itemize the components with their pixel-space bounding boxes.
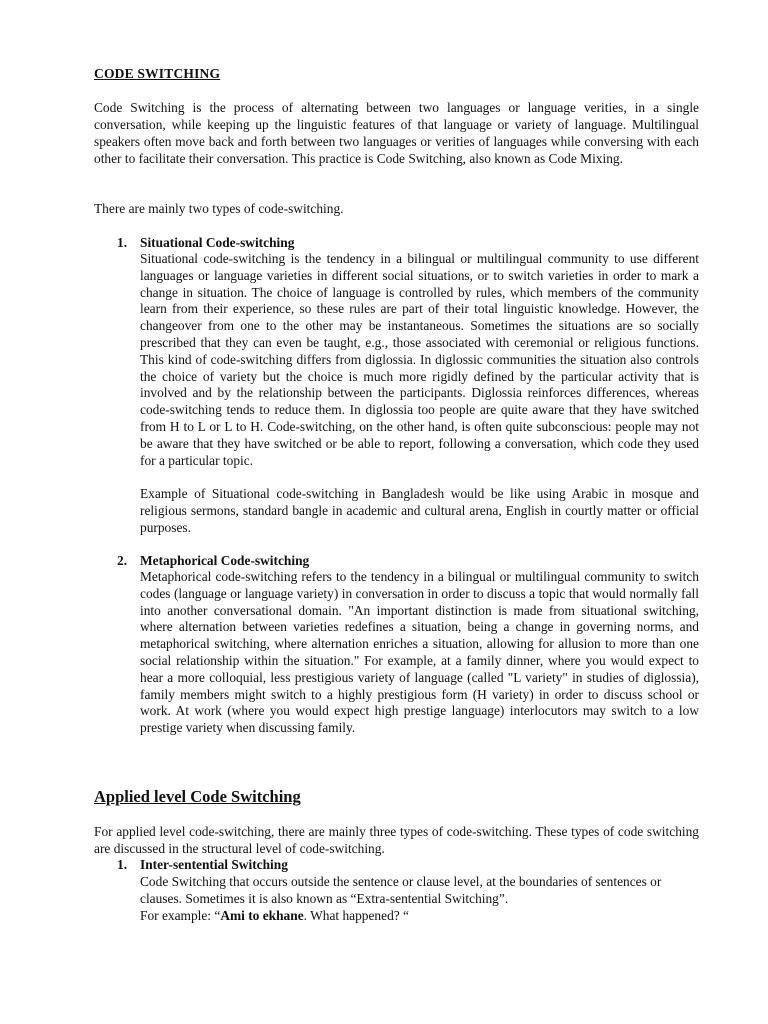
example-line xyxy=(140,908,699,925)
section-heading-applied: Applied level Code Switching xyxy=(94,787,301,806)
example-suffix: . What happened? “ xyxy=(303,908,409,923)
item-body-situational: Situational code-switching is the tendency in a bilingual or multilingual community to use different languages or language varieties in different social situations, or to switch varieties in order to mark a change in situation. The choice of language is controlled by rules, which members of the community learn from their experience, so these rules are part of their total linguistic knowledge. However, the changeover from one to the other may be instantaneous. Sometimes the situations are so socially prescribed that they can even be taught, e.g., those associated with ceremonial or religious functions. This kind of code-switching differs from diglossia. In diglossic communities the situation also controls the choice of variety but the choice is much more rigidly defined by the particular activity that is involved and by the relationship between the participants. Diglossia reinforces differences, whereas code-switching tends to reduce them. In diglossia too people are quite aware that they have switched from H to L or L to H. Code-switching, on the other hand, is often quite subconscious: people may not be aware that they have switched or be able to report, following a conversation, which code they used for a particular topic. xyxy=(140,251,699,468)
item-example-situational: Example of Situational code-switching in Bangladesh would be like using Arabic in mosque and religious sermons, standard bangle in academic and cultural arena, English in courtly matter or official purposes. xyxy=(140,486,699,535)
intro-paragraph: Code Switching is the process of alternating between two languages or language verities, in a single conversation, while keeping up the linguistic features of that language or variety of language. Multilingual speakers often move back and forth between two languages or verities of languages while conversing with each other to facilitate their conversation. This practice is Code Switching, also known as Code Mixing. xyxy=(94,100,699,166)
item-body-metaphorical: Metaphorical code-switching refers to the tendency in a bilingual or multilingual community to switch codes (language or language variety) in conversation in order to discuss a topic that would normally fall into another conversational domain. "An important distinction is made from situational switching, where alternation between varieties redefines a situation, being a change in governing norms, and metaphorical switching, where alternation enriches a situation, allowing for allusion to more than one social relationship within the situation." For example, at a family dinner, where you would expect to hear a more colloquial, less prestigious variety of language (called "L variety" in studies of diglossia), family members might switch to a highly prestigious form (H variety) in order to discuss school or work. At work (where you would expect high prestige language) interlocutors may switch to a low prestige variety when discussing family. xyxy=(140,569,699,736)
example-prefix: For example: “ xyxy=(140,908,221,923)
item-number: 1. xyxy=(117,857,128,872)
item-body-inter-sentential: Code Switching that occurs outside the sentence or clause level, at the boundaries of sentences or clauses. Sometimes it is also known as “Extra-sentential Switching”. xyxy=(140,874,662,906)
item-number: 1. xyxy=(117,235,128,250)
types-intro: There are mainly two types of code-switching. xyxy=(94,201,344,216)
page-title: CODE SWITCHING xyxy=(94,66,221,81)
item-title-inter-sentential: Inter-sentential Switching xyxy=(140,857,288,872)
example-bold-phrase: Ami to ekhane xyxy=(220,908,304,923)
item-title-metaphorical: Metaphorical Code-switching xyxy=(140,553,310,568)
item-number: 2. xyxy=(117,553,128,568)
applied-intro: For applied level code-switching, there are mainly three types of code-switching. These types of code switching are discussed in the structural level of code-switching. xyxy=(94,824,699,856)
item-title-situational: Situational Code-switching xyxy=(140,235,295,250)
